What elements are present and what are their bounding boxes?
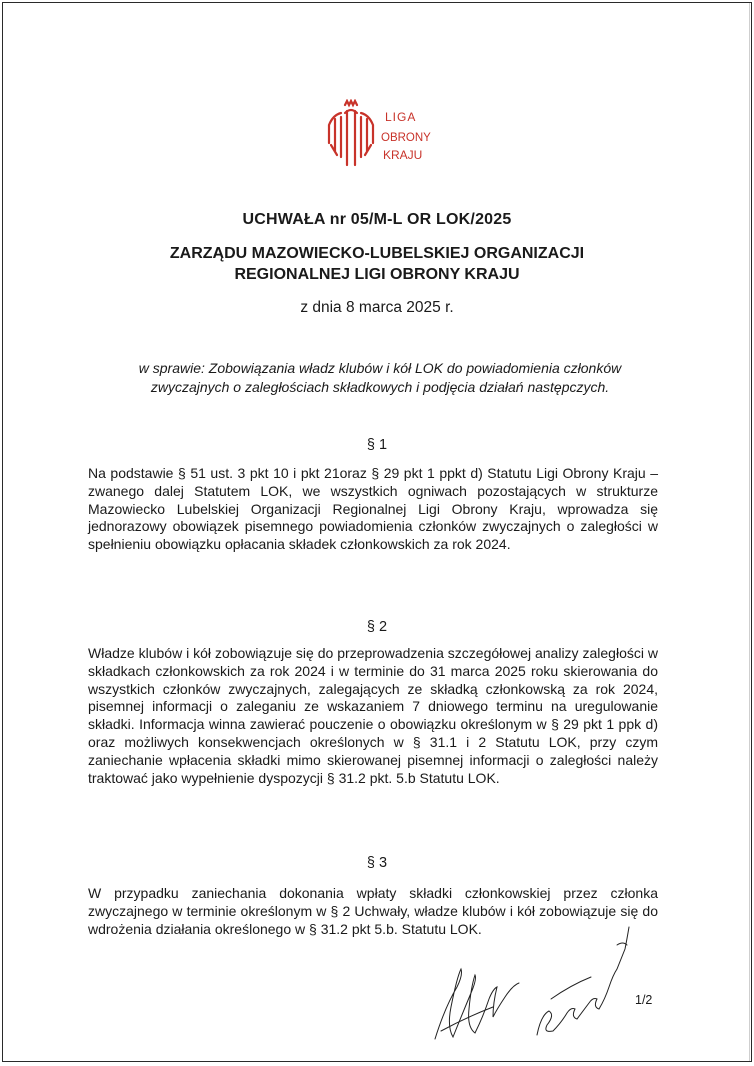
liga-obrony-kraju-logo	[323, 99, 439, 171]
logo-text-kraju: KRAJU	[383, 148, 423, 162]
board-name	[3, 243, 751, 285]
page-number: 1/2	[635, 993, 653, 1007]
page-edge-line	[749, 3, 750, 1061]
logo-text-liga: LIGA	[385, 110, 417, 124]
section-1-text: Na podstawie § 51 ust. 3 pkt 10 i pkt 21oraz § 29 pkt 1 ppkt d) Statutu Ligi Obrony Kraju – zwanego dalej Statutem LOK, we wszystkich ogniwach pozostających w strukturze Mazowiecko Lubelskiej Organizacji Regionalnej Ligi Obrony Kraju, wprowadza się jednorazowy obowiązek pisemnego powiadomienia członków zwyczajnych o zaległości w spełnieniu obowiązku opłacania składek członkowskich za rok 2024.	[88, 465, 658, 553]
section-2-text: Władze klubów i kół zobowiązuje się do przeprowadzenia szczegółowej analizy zaległości w składkach członkowskich za rok 2024 i w terminie do 31 marca 2025 roku skierowania do wszystkich członków zwyczajnych, zalegających ze składką członkowską za rok 2024, pisemnej informacji o zaleganiu ze wskazaniem 7 dniowego terminu na uregulowanie składki. Informacja winna zawierać pouczenie o obowiązku określonym w § 29 pkt 1 ppk d) oraz możliwych konsekwencjach określonych w § 31.1 i 2 Statutu LOK, przy czym zaniechanie wpłacenia składki mimo skierowanej pisemnej informacji o zaległości należy traktować jako wypełnienie dyspozycji § 31.2 pkt. 5.b Statutu LOK.	[88, 645, 658, 786]
resolution-subject	[115, 359, 645, 397]
signature-2	[531, 915, 635, 1045]
subject-line-1: w sprawie: Zobowiązania władz klubów i kół LOK do powiadomienia członków	[138, 360, 622, 376]
board-name-line-2: REGIONALNEJ LIGI OBRONY KRAJU	[234, 266, 520, 283]
logo-emblem-icon	[323, 99, 439, 171]
document-page	[2, 2, 752, 1062]
logo-text-obrony: OBRONY	[381, 132, 431, 144]
resolution-date: z dnia 8 marca 2025 r.	[300, 299, 454, 316]
board-name-line-1: ZARZĄDU MAZOWIECKO-LUBELSKIEJ ORGANIZACJI	[169, 245, 585, 262]
resolution-title: UCHWAŁA nr 05/M-L OR LOK/2025	[242, 211, 512, 228]
section-2-label: § 2	[366, 619, 388, 635]
subject-line-2: zwyczajnych o zaległościach składkowych i podjęcia działań następczych.	[150, 379, 610, 395]
section-3-text: W przypadku zaniechania dokonania wpłaty składki członkowskiej przez członka zwyczajnego w terminie określonym w § 2 Uchwały, władze klubów i kół zobowiązuje się do wdrożenia działania określonego w § 31.2 pkt 5.b. Statutu LOK.	[88, 885, 658, 937]
signature-1	[427, 947, 537, 1047]
section-3-label: § 3	[366, 855, 388, 871]
section-1-label: § 1	[366, 437, 388, 453]
